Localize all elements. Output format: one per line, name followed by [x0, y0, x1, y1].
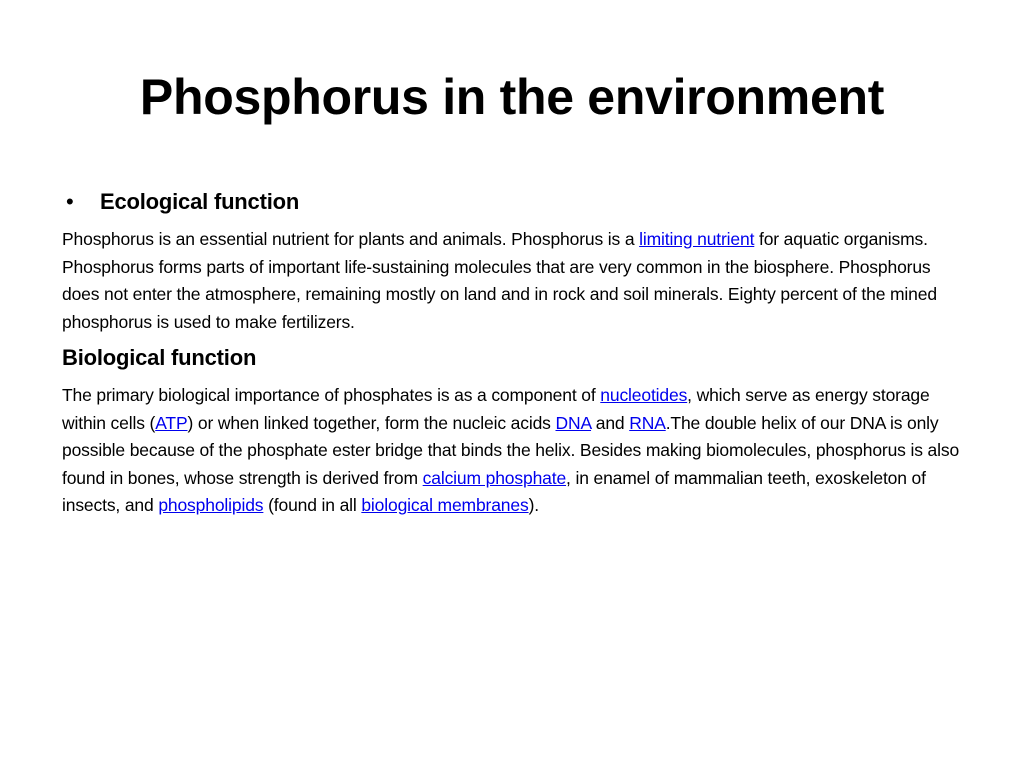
link-biological-membranes[interactable]: biological membranes [361, 495, 529, 515]
biological-text-6: , in enamel of mammalian teeth, exoskeleton of insects, and [62, 467, 926, 515]
biological-function-paragraph [62, 382, 962, 520]
biological-text-5: .The double helix of our DNA is only possible because of the phosphate ester bridge that binds the helix. Besides making biomolecules, phosphorus is also found in bones, whose strength is derived from [62, 412, 960, 488]
link-dna[interactable]: DNA [555, 412, 592, 433]
biological-function-heading: Biological function [62, 345, 257, 370]
biological-text-8: ). [528, 495, 539, 515]
ecological-function-heading: Ecological function [100, 189, 300, 214]
link-limiting-nutrient[interactable]: limiting nutrient [639, 229, 755, 249]
link-atp[interactable]: ATP [155, 412, 188, 433]
bullet-icon: • [66, 189, 74, 214]
bullet-item-ecological [66, 186, 962, 218]
biological-text-1: The primary biological importance of phosphates is as a component of [62, 385, 601, 405]
link-phospholipids[interactable]: phospholipids [158, 495, 264, 515]
link-nucleotides[interactable]: nucleotides [600, 385, 688, 405]
ecological-text-1: Phosphorus is an essential nutrient for plants and animals. Phosphorus is a [62, 229, 640, 249]
link-rna[interactable]: RNA [629, 412, 666, 433]
link-calcium-phosphate[interactable]: calcium phosphate [422, 467, 567, 488]
biological-text-3: ) or when linked together, form the nucleic acids [187, 412, 556, 433]
slide-title: Phosphorus in the environment [139, 69, 885, 125]
biological-text-7: (found in all [263, 495, 362, 515]
biological-text-2: , which serve as energy storage within cells ( [62, 385, 930, 433]
ecological-text-2: for aquatic organisms. Phosphorus forms parts of important life-sustaining molecules that are very common in the biosphere. Phosphorus does not enter the atmosphere, remaining mostly on land and in rock and soil minerals. Eighty percent of the mined phosphorus is used to make fertilizers. [62, 229, 937, 332]
slide-content [62, 186, 962, 520]
ecological-function-paragraph [62, 226, 962, 336]
biological-text-4: and [591, 412, 630, 433]
